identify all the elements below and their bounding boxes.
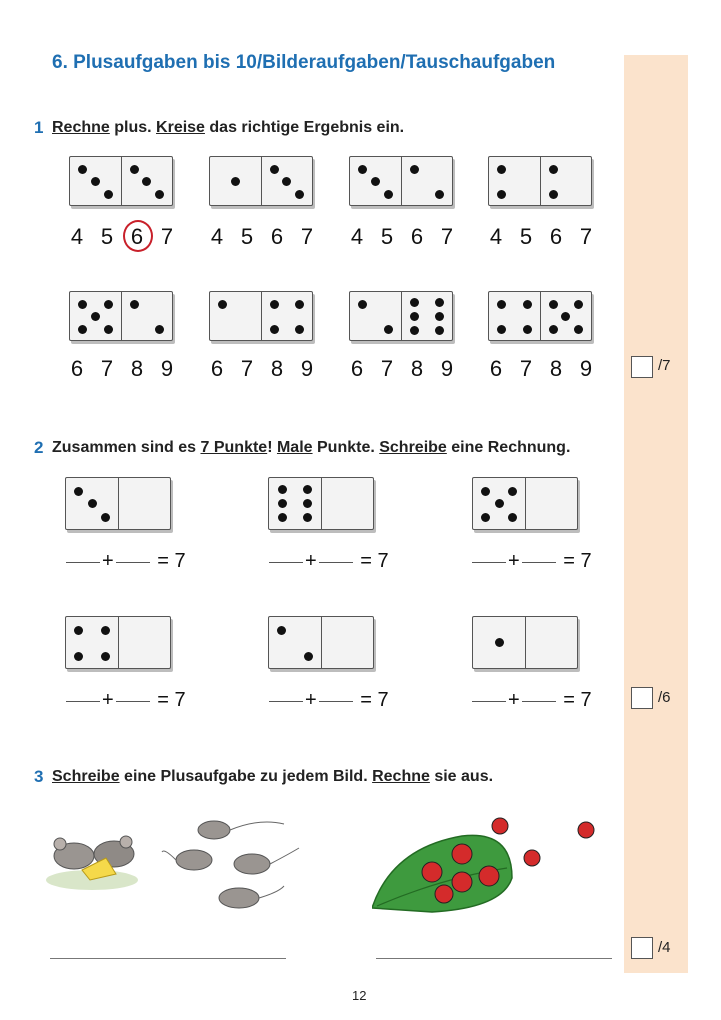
domino [65,616,171,669]
option[interactable]: 7 [240,356,254,381]
dot [495,638,504,647]
equals-sign: = [563,550,575,572]
dot [155,190,164,199]
dot [270,165,279,174]
dot [74,652,83,661]
dot [78,165,87,174]
dot [435,326,444,335]
domino-half-right[interactable] [118,617,170,668]
sum-value: 7 [580,689,592,711]
domino [349,156,453,206]
domino [209,156,313,206]
instr-word: eine Plusaufgabe zu jedem Bild. [119,768,373,785]
answer-options [202,224,322,250]
dot [497,325,506,334]
dot [410,326,419,335]
domino-half-right[interactable] [321,617,373,668]
domino-half-right [261,157,312,205]
domino-half-right [540,292,591,340]
mice-illustration [44,808,304,918]
dot [435,298,444,307]
instr-word: Schreibe [52,768,120,785]
dot [277,626,286,635]
option[interactable]: 6 [270,224,284,249]
instr-word: Male [276,439,313,456]
flying-ladybug [524,850,540,866]
option[interactable]: 9 [300,356,314,381]
dot [435,190,444,199]
dot [295,190,304,199]
option[interactable]: 7 [160,224,174,249]
plus-sign: + [305,550,317,572]
dot [497,165,506,174]
dot [371,177,380,186]
domino [69,291,173,341]
dot [523,300,532,309]
dot [130,300,139,309]
dot [303,499,312,508]
dot [101,652,110,661]
dot [303,485,312,494]
plus-sign: + [508,689,520,711]
dot [384,190,393,199]
ladybug [452,872,472,892]
task-number-2: 2 [34,438,44,457]
domino-half-left [210,292,261,340]
domino [268,616,374,669]
flying-ladybug [578,822,594,838]
domino [488,291,592,341]
task2-instruction [52,439,570,457]
dot [410,298,419,307]
blank-addend[interactable] [319,561,353,563]
instr-word: Rechne [372,768,430,785]
dot [88,499,97,508]
domino-half-left [66,478,118,529]
equals-sign: = [360,550,372,572]
dot [358,300,367,309]
domino-half-left [70,157,121,205]
dot [495,499,504,508]
equals-sign: = [360,689,372,711]
instr-word: plus. [109,119,157,136]
dot [101,626,110,635]
dot [78,325,87,334]
option[interactable]: 7 [440,224,454,249]
instr-word: das richtige Ergebnis ein. [204,119,405,136]
mouse-ear [54,838,66,850]
dot [278,499,287,508]
sum-value: 7 [174,689,186,711]
score-box-3[interactable] [631,937,653,959]
domino-half-left [66,617,118,668]
instr-word: ! [267,439,277,456]
equation [267,689,389,712]
mouse-tail [162,851,176,860]
dot [508,513,517,522]
dot [549,325,558,334]
answer-options [481,356,601,382]
dot [104,190,113,199]
dot [410,165,419,174]
blank-addend[interactable] [116,561,150,563]
domino-half-left [210,157,261,205]
option[interactable]: 6 [410,224,424,249]
domino [65,477,171,530]
domino [69,156,173,206]
blank-addend[interactable] [269,700,303,702]
blank-addend[interactable] [66,700,100,702]
option[interactable]: 8 [410,356,424,381]
blank-addend[interactable] [66,561,100,563]
domino-half-left [473,478,525,529]
blank-addend[interactable] [319,700,353,702]
dot [574,300,583,309]
dot [270,300,279,309]
blank-addend[interactable] [522,561,556,563]
ladybug [452,844,472,864]
instr-word: Schreibe [379,439,447,456]
score-total-3: /4 [658,939,671,956]
dot [74,626,83,635]
dot [410,312,419,321]
dot [303,513,312,522]
option[interactable]: 4 [70,224,84,249]
dot [130,165,139,174]
option[interactable]: 5 [240,224,254,249]
option[interactable]: 6 [350,356,364,381]
dot [497,190,506,199]
plus-sign: + [102,689,114,711]
equation [470,550,592,573]
sum-value: 7 [580,550,592,572]
mouse-body [198,821,230,839]
task-number-3: 3 [34,767,44,786]
score-box-2[interactable] [631,687,653,709]
score-total-2: /6 [658,689,671,706]
domino-half-right [261,292,312,340]
task3-instruction [52,768,493,786]
instr-word: Punkte. [312,439,380,456]
answer-options [202,356,322,382]
option-circled[interactable]: 6 [122,224,152,250]
dot [295,325,304,334]
mouse-tail [230,822,284,830]
instr-word-underlined: 7 Punkte [200,439,268,456]
domino [349,291,453,341]
domino [472,477,578,530]
dot [142,177,151,186]
blank-addend[interactable] [472,561,506,563]
option[interactable]: 5 [100,224,114,249]
domino-half-right[interactable] [321,478,373,529]
equals-sign: = [157,689,169,711]
domino-half-right [121,157,172,205]
dot [358,165,367,174]
domino-half-left [269,617,321,668]
equation [64,689,186,712]
plus-sign: + [305,689,317,711]
domino-half-left [489,292,540,340]
dot [508,487,517,496]
instr-word: Zusammen sind es [52,439,201,456]
option[interactable]: 7 [100,356,114,381]
domino-half-right[interactable] [118,478,170,529]
dot [74,487,83,496]
ladybug [422,862,442,882]
option[interactable]: 7 [579,224,593,249]
option[interactable]: 5 [380,224,394,249]
dot [574,325,583,334]
dot [481,487,490,496]
domino-half-right[interactable] [525,617,577,668]
ladybugs-illustration [372,808,622,920]
score-box-1[interactable] [631,356,653,378]
ladybug [479,866,499,886]
flying-ladybug [492,818,508,834]
answer-options [62,356,182,382]
mouse-body [234,854,270,874]
dot [497,300,506,309]
dot [304,652,313,661]
dot [549,300,558,309]
domino-half-left [70,292,121,340]
mouse-tail [270,848,299,864]
option[interactable]: 8 [270,356,284,381]
answer-line[interactable] [50,958,286,959]
dot [278,485,287,494]
option[interactable]: 6 [489,356,503,381]
equals-sign: = [563,689,575,711]
blank-addend[interactable] [269,561,303,563]
score-sidebar [624,55,688,973]
answer-options [481,224,601,250]
blank-addend[interactable] [472,700,506,702]
option[interactable]: 6 [210,356,224,381]
page-number: 12 [352,988,367,1003]
mouse-body [219,888,259,908]
domino [268,477,374,530]
dot [549,190,558,199]
dot [231,177,240,186]
equation [470,689,592,712]
option[interactable]: 4 [210,224,224,249]
domino-half-left [350,292,401,340]
domino [209,291,313,341]
option[interactable]: 8 [549,356,563,381]
domino [472,616,578,669]
option[interactable]: 9 [579,356,593,381]
option[interactable]: 7 [300,224,314,249]
dot [91,177,100,186]
option[interactable]: 7 [380,356,394,381]
dot [435,312,444,321]
task1-instruction [52,119,404,137]
dot [549,165,558,174]
answer-options [342,356,462,382]
ladybug [435,885,453,903]
dot [155,325,164,334]
answer-line[interactable] [376,958,612,959]
instr-word: eine Rechnung. [446,439,571,456]
dot [104,300,113,309]
dot [481,513,490,522]
sum-value: 7 [377,550,389,572]
equation [267,550,389,573]
domino-half-right [401,292,452,340]
blank-addend[interactable] [522,700,556,702]
option[interactable]: 6 [70,356,84,381]
domino-half-right [401,157,452,205]
dot [78,300,87,309]
domino-half-right [540,157,591,205]
mouse-ear [120,836,132,848]
domino-half-right[interactable] [525,478,577,529]
blank-addend[interactable] [116,700,150,702]
mouse-body [176,850,212,870]
dot [282,177,291,186]
option[interactable]: 4 [350,224,364,249]
domino [488,156,592,206]
sum-value: 7 [174,550,186,572]
dot [104,325,113,334]
option[interactable]: 7 [519,356,533,381]
sum-value: 7 [377,689,389,711]
mouse-tail [259,886,284,898]
dot [101,513,110,522]
dot [270,325,279,334]
instr-word: sie aus. [429,768,494,785]
option[interactable]: 9 [440,356,454,381]
domino-half-left [350,157,401,205]
plus-sign: + [508,550,520,572]
answer-options [342,224,462,250]
domino-half-left [489,157,540,205]
equals-sign: = [157,550,169,572]
score-total-1: /7 [658,357,671,374]
equation [64,550,186,573]
domino-half-left [473,617,525,668]
task-number-1: 1 [34,118,44,137]
dot [218,300,227,309]
dot [91,312,100,321]
dot [384,325,393,334]
dot [523,325,532,334]
answer-options [62,224,182,250]
instr-word: Kreise [156,119,205,136]
domino-half-right [121,292,172,340]
option[interactable]: 4 [489,224,503,249]
option[interactable]: 6 [549,224,563,249]
domino-half-left [269,478,321,529]
dot [278,513,287,522]
option[interactable]: 9 [160,356,174,381]
option[interactable]: 5 [519,224,533,249]
instr-word: Rechne [52,119,110,136]
page-title: 6. Plusaufgaben bis 10/Bilderaufgaben/Tauschaufgaben [52,52,556,73]
dot [295,300,304,309]
plus-sign: + [102,550,114,572]
dot [561,312,570,321]
option[interactable]: 8 [130,356,144,381]
